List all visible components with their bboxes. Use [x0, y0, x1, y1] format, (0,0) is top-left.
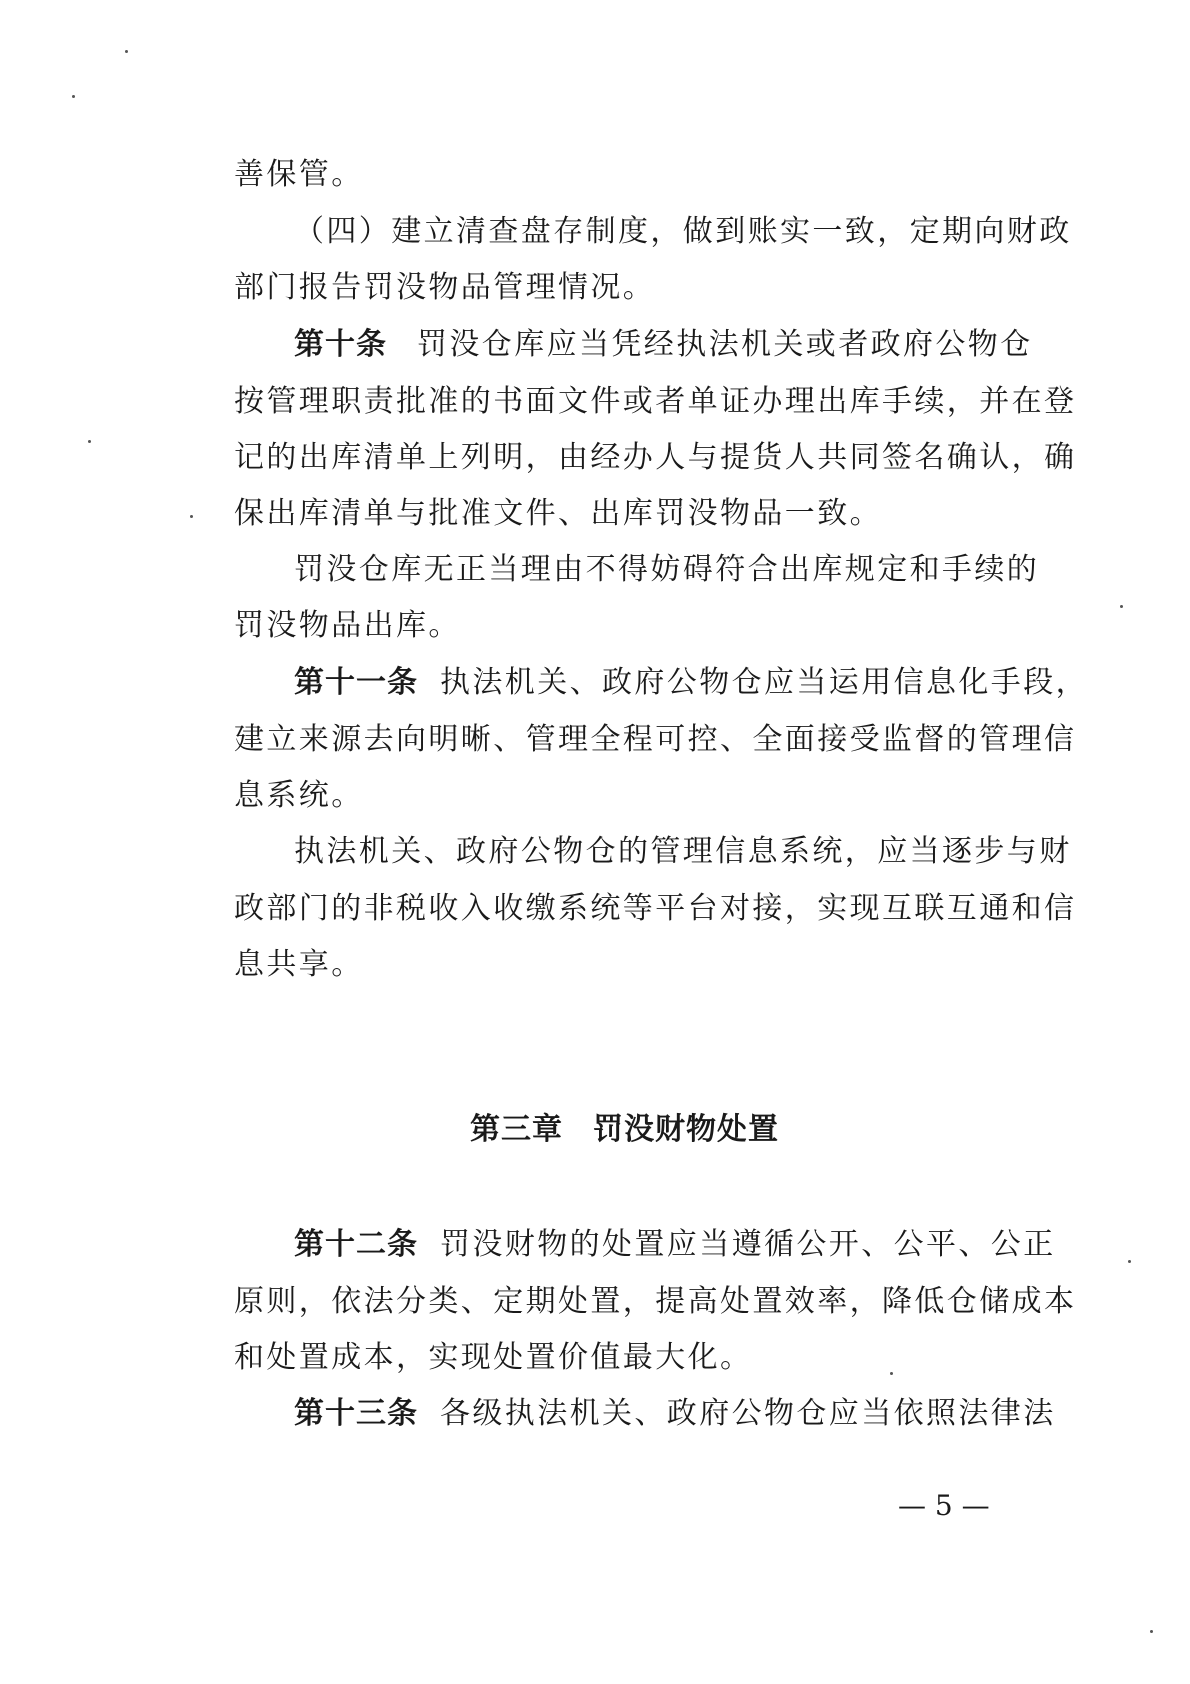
article-text: 执法机关、政府公物仓应当运用信息化手段，	[440, 665, 1088, 700]
article-label: 第十条	[294, 327, 387, 362]
article-line	[294, 663, 1088, 703]
text-line: 记的出库清单上列明，由经办人与提货人共同签名确认，确	[234, 440, 1077, 475]
scan-speck	[1150, 1630, 1153, 1633]
scan-speck	[1128, 1260, 1131, 1263]
chapter-title: 罚没财物处置	[593, 1112, 779, 1147]
scan-speck	[125, 50, 128, 53]
article-text: 罚没财物的处置应当遵循公开、公平、公正	[440, 1227, 1056, 1262]
text-line: 保出库清单与批准文件、出库罚没物品一致。	[234, 496, 882, 531]
scan-speck	[72, 95, 75, 98]
text-line: 息系统。	[234, 778, 364, 813]
scan-speck	[1120, 605, 1123, 608]
chapter-number: 第三章	[470, 1112, 563, 1147]
text-line: 部门报告罚没物品管理情况。	[234, 270, 656, 305]
text-line: （四）建立清查盘存制度，做到账实一致，定期向财政	[294, 214, 1072, 249]
text-line: 执法机关、政府公物仓的管理信息系统，应当逐步与财	[294, 834, 1072, 869]
article-line	[294, 1225, 1056, 1265]
text-line: 建立来源去向明晰、管理全程可控、全面接受监督的管理信	[234, 722, 1077, 757]
chapter-heading	[470, 1110, 779, 1150]
text-line: 罚没物品出库。	[234, 608, 461, 643]
article-label: 第十一条	[294, 665, 418, 700]
article-line	[294, 325, 1033, 365]
text-line: 和处置成本，实现处置价值最大化。	[234, 1340, 753, 1375]
text-line: 罚没仓库无正当理由不得妨碍符合出库规定和手续的	[294, 552, 1040, 587]
article-text: 罚没仓库应当凭经执法机关或者政府公物仓	[417, 327, 1033, 362]
text-line: 善保管。	[234, 157, 364, 192]
page-number: — 5 —	[898, 1489, 990, 1522]
scan-speck	[190, 515, 193, 518]
scan-speck	[890, 1372, 893, 1375]
text-line: 政部门的非税收入收缴系统等平台对接，实现互联互通和信	[234, 891, 1077, 926]
text-line: 息共享。	[234, 947, 364, 982]
article-text: 各级执法机关、政府公物仓应当依照法律法	[440, 1396, 1056, 1431]
scan-speck	[88, 440, 91, 443]
article-label: 第十三条	[294, 1396, 418, 1431]
text-line: 原则，依法分类、定期处置，提高处置效率，降低仓储成本	[234, 1284, 1077, 1319]
article-line	[294, 1394, 1056, 1434]
text-line: 按管理职责批准的书面文件或者单证办理出库手续，并在登	[234, 384, 1077, 419]
article-label: 第十二条	[294, 1227, 418, 1262]
